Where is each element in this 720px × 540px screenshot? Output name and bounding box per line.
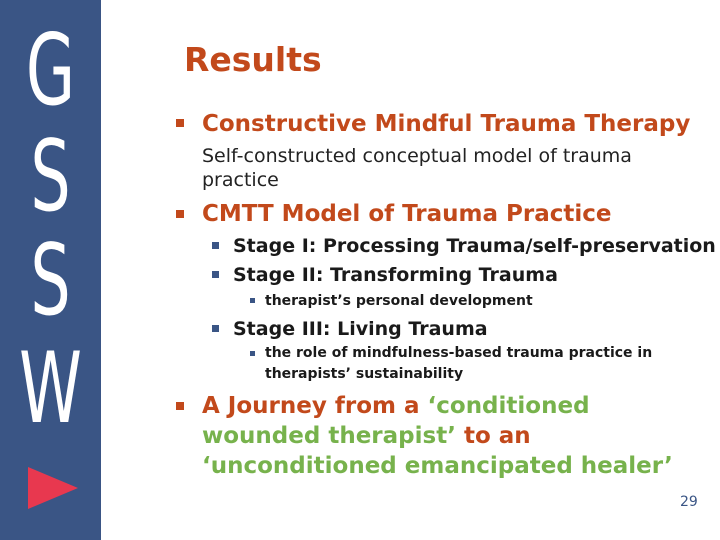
heading-cmtt-model: CMTT Model of Trauma Practice [202, 201, 612, 227]
journey-text-wounded: wounded therapist’ [202, 423, 456, 449]
square-bullet-icon [212, 242, 219, 249]
page-title: Results [184, 40, 322, 79]
square-bullet-icon [176, 210, 184, 218]
sidebar-letter-g: G [25, 14, 76, 128]
stage-2-label: Stage II: Transforming Trauma [233, 264, 558, 286]
journey-text-to-an: to an [455, 423, 531, 449]
stage-3-sub-line-1: the role of mindfulness-based trauma practice in [265, 345, 653, 361]
square-bullet-icon [212, 271, 219, 278]
square-bullet-icon [176, 119, 184, 127]
journey-text-conditioned: ‘conditioned [427, 393, 590, 419]
subtext-line-1: Self-constructed conceptual model of trauma [202, 145, 632, 167]
square-bullet-icon [212, 325, 219, 332]
square-bullet-icon [250, 351, 255, 356]
journey-text-a: A Journey from a [202, 393, 428, 419]
sidebar-letter-w: W [19, 332, 82, 446]
sidebar-letter-s2: S [30, 224, 71, 338]
sidebar-letter-s1: S [30, 120, 71, 234]
stage-3-label: Stage III: Living Trauma [233, 318, 488, 340]
square-bullet-icon [250, 298, 255, 303]
square-bullet-icon [176, 402, 184, 410]
right-triangle-icon [28, 467, 78, 509]
journey-line-3 [202, 453, 673, 479]
journey-text-healer: ‘unconditioned emancipated healer’ [202, 453, 673, 479]
sidebar-brand [0, 0, 101, 540]
stage-1-label: Stage I: Processing Trauma/self-preservation [233, 235, 716, 257]
stage-2-sub: therapist’s personal development [265, 293, 533, 309]
heading-constructive-mindful: Constructive Mindful Trauma Therapy [202, 111, 691, 137]
stage-3-sub-line-2: therapists’ sustainability [265, 366, 464, 382]
subtext-line-2: practice [202, 169, 279, 191]
page-number: 29 [680, 494, 698, 510]
journey-line-2 [202, 423, 531, 449]
journey-line-1 [202, 393, 590, 419]
